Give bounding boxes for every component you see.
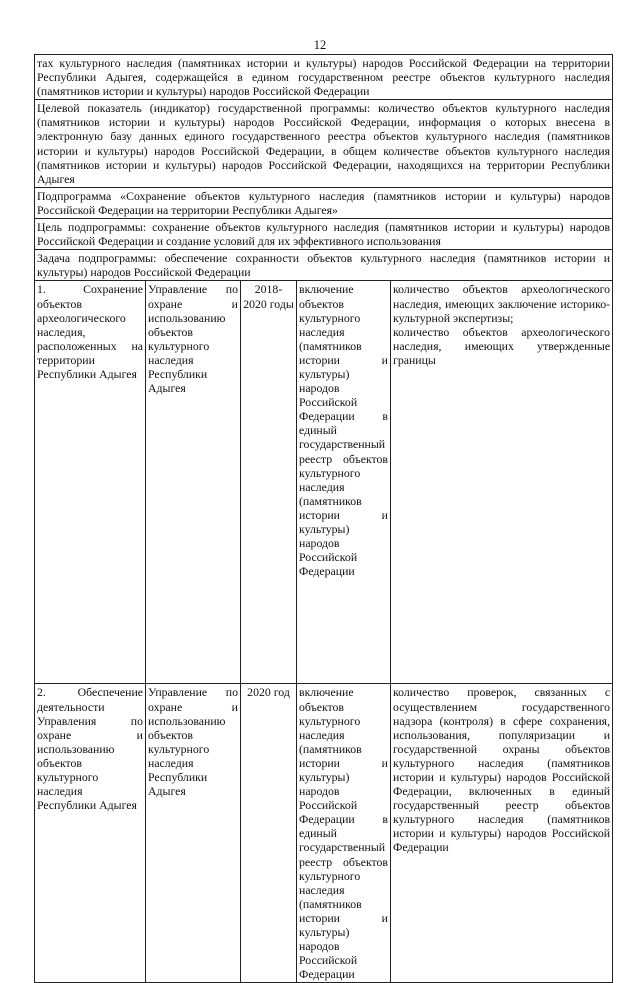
- table-row: [35, 684, 613, 983]
- subprogram-task-row: Задача подпрограммы: обеспечение сохранности объектов культурного наследия (памятников истории и культуры) народов Российской Федерации: [35, 250, 613, 281]
- table-row: [35, 100, 613, 188]
- measure-name: 1. Сохранение объектов археологического наследия, расположенных на территории Республики Адыгея: [35, 281, 146, 684]
- table-row: [35, 55, 613, 100]
- measure-result: включение объектов культурного наследия (памятников истории и культуры) народов Российской Федерации в единый государственный реестр объектов культурного наследия (памятников истории и культуры) народов Российской Федерации: [297, 684, 391, 983]
- indicator-text: количество объектов археологического наследия, имеющих заключение историко-культурной экспертизы;: [393, 282, 611, 325]
- measure-period: 2020 год: [241, 684, 297, 983]
- indicator-text: количество проверок, связанных с осуществлением государственного надзора (контроля) в сфере сохранения, использования, популяризации и государственной охраны объектов культурного наследия (памятников истории и культуры) народов Российской Федерации, включенных в единый государственный реестр объектов культурного наследия (памятников истории и культуры) народов Российской Федерации: [393, 685, 611, 855]
- subprogram-title-row: Подпрограмма «Сохранение объектов культурного наследия (памятников истории и культуры) народов Российской Федерации на территории Республики Адыгея»: [35, 187, 613, 218]
- header-row-continued: тах культурного наследия (памятниках истории и культуры) народов Российской Федерации на территории Республики Адыгея, содержащейся в едином государственном реестре объектов культурного наследия (памятников истории и культуры) народов Российской Федерации: [35, 55, 613, 100]
- indicator-text: количество объектов археологического наследия, имеющих утвержденные границы: [393, 324, 611, 367]
- subprogram-goal-row: Цель подпрограммы: сохранение объектов культурного наследия (памятников истории и культуры) народов Российской Федерации и создание условий для их эффективного использования: [35, 219, 613, 250]
- target-indicator-row: Целевой показатель (индикатор) государственной программы: количество объектов культурного наследия (памятников истории и культуры) народов Российской Федерации, информация о которых внесена в электронную базу данных единого государственного реестра объектов культурного наследия (памятников истории и культуры) народов Российской Федерации, в общем количестве объектов культурного наследия (памятников истории и культуры) народов Российской Федерации, находящихся на территории Республики Адыгея: [35, 100, 613, 188]
- measure-result: включение объектов культурного наследия (памятников истории и культуры) народов Российской Федерации в единый государственный реестр объектов культурного наследия (памятников истории и культуры) народов Российской Федерации: [297, 281, 391, 684]
- measure-executor: Управление по охране и использованию объектов культурного наследия Республики Адыгея: [146, 684, 241, 983]
- table-row: [35, 219, 613, 250]
- program-table: [34, 54, 613, 983]
- page-number: 12: [313, 38, 327, 52]
- table-row: [35, 250, 613, 281]
- measure-period: 2018-2020 годы: [241, 281, 297, 684]
- table-row: [35, 187, 613, 218]
- measure-executor: Управление по охране и использованию объектов культурного наследия Республики Адыгея: [146, 281, 241, 684]
- measure-indicators: [391, 684, 613, 983]
- measure-name: 2. Обеспечение деятельности Управления по охране и использованию объектов культурного наследия Республики Адыгея: [35, 684, 146, 983]
- table-row: [35, 281, 613, 684]
- measure-indicators: [391, 281, 613, 684]
